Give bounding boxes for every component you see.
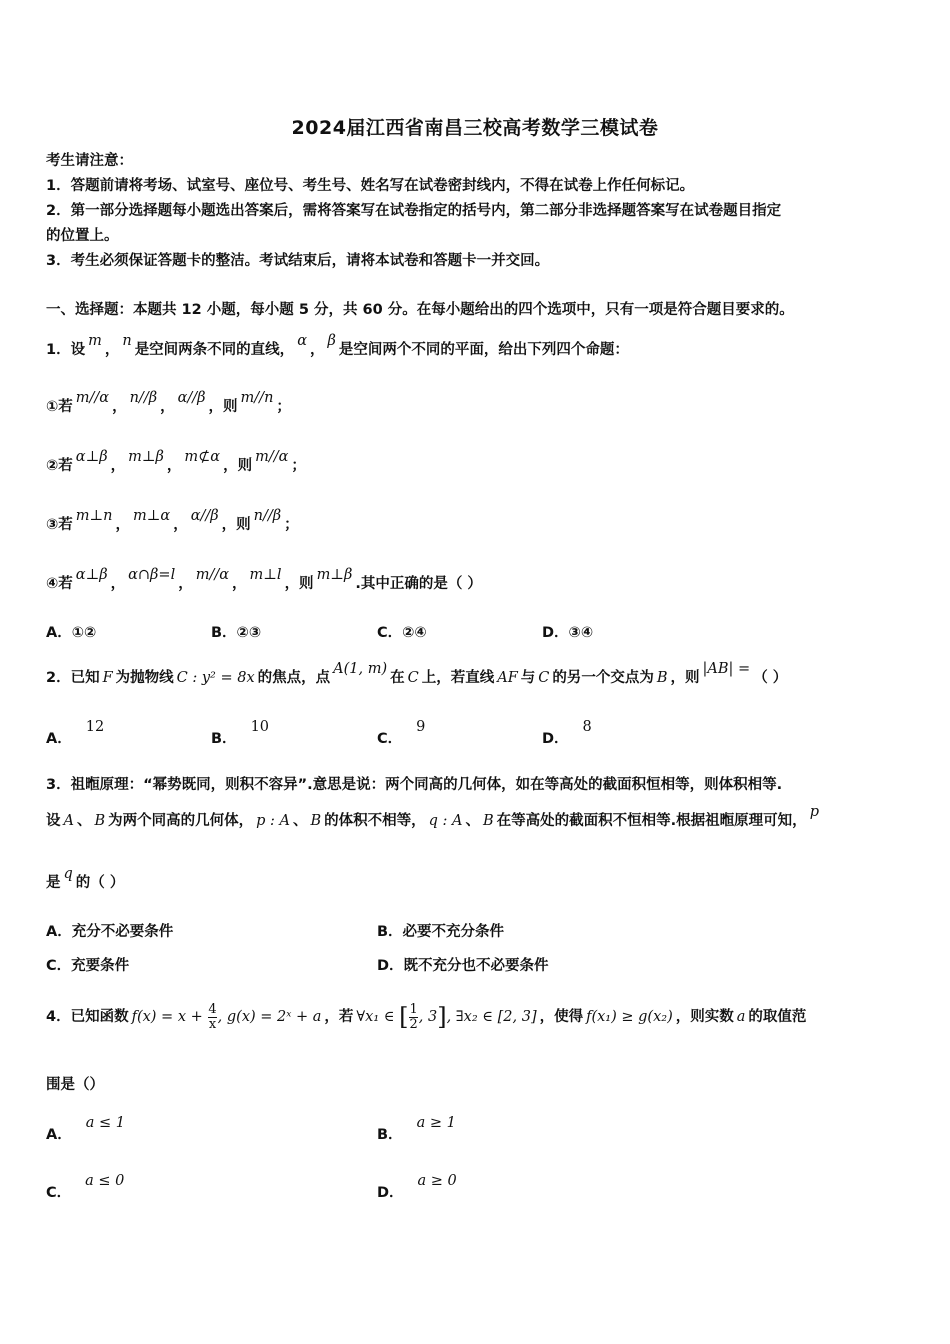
math-beta: β bbox=[327, 333, 336, 349]
function-f: f(x) = x + $\frac{4}{x}$ , g(x) = 2ˣ + a bbox=[131, 1001, 322, 1032]
q1-prop-2: ②若α⊥β，m⊥β，m⊄α，则m//α； bbox=[46, 449, 306, 474]
q2-stem: 2．已知 F 为抛物线 C : y² = 8x 的焦点，点A(1, m)在 C 上，若直线 AF 与 C 的另一个交点为 B ，则|AB| =（ ） bbox=[46, 661, 788, 686]
q4-option-a[interactable]: A．a ≤ 1 bbox=[46, 1115, 125, 1143]
q3-line-1: 3．祖暅原理：“幂势既同，则积不容异”.意思是说：两个同高的几何体，如在等高处的截面积恒相等，则体积相等. bbox=[46, 777, 783, 793]
q4-line-2: 围是（） bbox=[46, 1077, 104, 1093]
q3-option-d[interactable]: D．既不充分也不必要条件 bbox=[377, 958, 549, 974]
q2-option-b[interactable]: B．10 bbox=[211, 719, 270, 747]
q3-option-b[interactable]: B．必要不充分条件 bbox=[377, 924, 505, 940]
section1-heading: 一、选择题：本题共 12 小题，每小题 5 分，共 60 分。在每小题给出的四个选项中，只有一项是符合题目要求的。 bbox=[46, 302, 794, 318]
q4-option-c[interactable]: C．a ≤ 0 bbox=[46, 1173, 125, 1201]
parabola-equation: C : y² = 8x bbox=[176, 670, 255, 686]
math-n: n bbox=[122, 333, 132, 349]
notice-item-3: 3．考生必须保证答题卡的整洁。考试结束后，请将本试卷和答题卡一并交回。 bbox=[46, 253, 550, 269]
q4-option-b[interactable]: B．a ≥ 1 bbox=[377, 1115, 456, 1143]
q1-option-a[interactable]: A．①② bbox=[46, 625, 97, 641]
point-a: A(1, m) bbox=[333, 661, 388, 677]
q1-prop-3: ③若m⊥n，m⊥α，α//β，则n//β； bbox=[46, 508, 299, 533]
q1-stem: 1．设m，n是空间两条不同的直线，α，β是空间两个不同的平面，给出下列四个命题： bbox=[46, 333, 629, 358]
q1-prop-4: ④若α⊥β，α∩β=l，m//α，m⊥l，则m⊥β.其中正确的是（ ） bbox=[46, 567, 482, 592]
q1-option-b[interactable]: B．②③ bbox=[211, 625, 262, 641]
inequality: f(x₁) ≥ g(x₂) bbox=[586, 1009, 673, 1025]
q3-line-3: 是q的（ ） bbox=[46, 866, 125, 891]
q3-option-c[interactable]: C．充要条件 bbox=[46, 958, 130, 974]
q1-option-d[interactable]: D．③④ bbox=[542, 625, 594, 641]
notice-item-2-cont: 的位置上。 bbox=[46, 228, 119, 244]
math-alpha: α bbox=[297, 333, 307, 349]
q1-prop-1: ①若m//α，n//β，α//β，则m//n； bbox=[46, 390, 291, 415]
q4-option-d[interactable]: D．a ≥ 0 bbox=[377, 1173, 457, 1201]
fraction-4-over-x: $\frac{4}{x}$ bbox=[208, 1001, 217, 1032]
math-m: m bbox=[88, 333, 102, 349]
notice-item-1: 1．答题前请将考场、试室号、座位号、考生号、姓名写在试卷密封线内，不得在试卷上作任何标记。 bbox=[46, 178, 695, 194]
exam-title: 2024届江西省南昌三校高考数学三模试卷 bbox=[291, 117, 659, 139]
q4-stem: 4．已知函数 f(x) = x + $\frac{4}{x}$ , g(x) = 2ˣ + a ，若 ∀x₁ ∈ [ $\frac{1}{2}$ , 3], ∃x₂ ∈ [2, 3] ，使得 f(x₁) ≥ g(x₂) ，则实数 a 的取值范 bbox=[46, 1001, 807, 1032]
q3-option-a[interactable]: A．充分不必要条件 bbox=[46, 924, 174, 940]
q3-line-2: 设 A 、 B 为两个同高的几何体， p : A 、 B 的体积不相等， q : A 、 B 在等高处的截面积不恒相等.根据祖暅原理可知，p bbox=[46, 804, 819, 829]
interval-x1: ∀x₁ ∈ [ $\frac{1}{2}$ , 3], ∃x₂ ∈ [2, 3] bbox=[356, 1001, 537, 1032]
notice-item-2: 2．第一部分选择题每小题选出答案后，需将答案写在试卷指定的括号内，第二部分非选择题答案写在试卷题目指定 bbox=[46, 203, 782, 219]
q2-option-c[interactable]: C．9 bbox=[377, 719, 426, 747]
notice-heading: 考生请注意： bbox=[46, 153, 133, 169]
q2-option-a[interactable]: A．12 bbox=[46, 719, 105, 747]
q1-option-c[interactable]: C．②④ bbox=[377, 625, 427, 641]
q2-option-d[interactable]: D．8 bbox=[542, 719, 592, 747]
abs-ab: |AB| = bbox=[702, 661, 751, 677]
